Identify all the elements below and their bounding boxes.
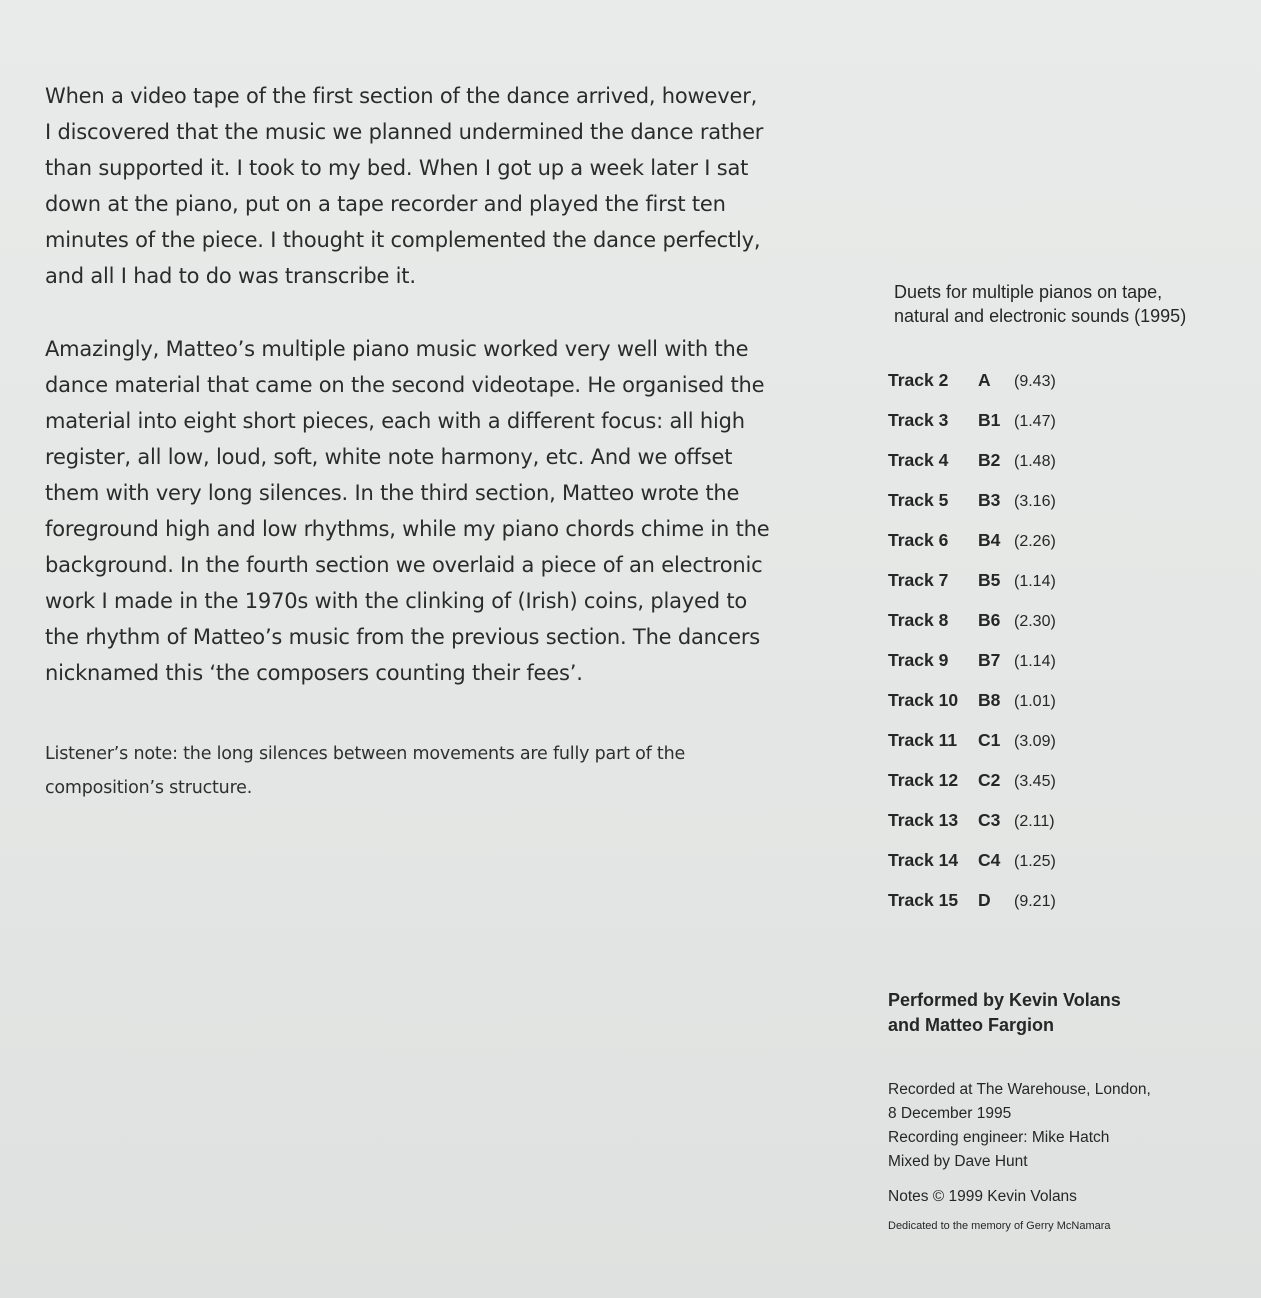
track-row <box>888 810 1248 850</box>
track-code: B5 <box>978 570 1001 590</box>
track-row <box>888 850 1248 890</box>
track-duration: (3.09) <box>1014 733 1056 750</box>
track-number: Track 10 <box>888 690 959 710</box>
paragraph-multiple-piano: Amazingly, Matteo’s multiple piano music worked very well with the dance material that came on the second videotape. He organised the material into eight short pieces, each with a different focus: all high register, all low, loud, soft, white note harmony, etc. And we offset them with very long silences. In the third section, Matteo wrote the foreground high and low rhythms, while my piano chords chime in the background. In the fourth section we overlaid a piece of an electronic work I made in the 1970s with the clinking of (Irish) coins, played to the rhythm of Matteo’s music from the previous section. The dancers nicknamed this ‘the composers counting their fees’. <box>45 337 770 685</box>
track-number: Track 12 <box>888 770 959 790</box>
track-number: Track 6 <box>888 530 949 550</box>
track-duration: (1.14) <box>1014 653 1056 670</box>
track-number: Track 8 <box>888 610 949 630</box>
track-listing-column <box>888 280 1248 1232</box>
recorded-location: Recorded at The Warehouse, London, <box>888 1081 1151 1098</box>
track-number: Track 5 <box>888 490 949 510</box>
listener-note: Listener’s note: the long silences between movements are fully part of the composition’s structure. <box>45 744 686 798</box>
track-code: A <box>978 370 991 390</box>
paragraph-first-video: When a video tape of the first section of the dance arrived, however, I discovered that the music we planned undermined the dance rather than supported it. I took to my bed. When I got up a week later I sat down at the piano, put on a tape recorder and played the first ten minutes of the piece. I thought it complemented the dance perfectly, and all I had to do was transcribe it. <box>45 84 764 288</box>
track-number: Track 2 <box>888 370 949 390</box>
track-code: C1 <box>978 730 1001 750</box>
track-number: Track 14 <box>888 850 959 870</box>
track-list <box>888 370 1248 930</box>
track-duration: (1.25) <box>1014 853 1056 870</box>
track-row <box>888 770 1248 810</box>
track-code: B7 <box>978 650 1001 670</box>
track-number: Track 11 <box>888 730 958 750</box>
track-row <box>888 890 1248 930</box>
track-duration: (2.30) <box>1014 613 1056 630</box>
work-heading: Duets for multiple pianos on tape, natural and electronic sounds (1995) <box>894 282 1187 326</box>
notes-copyright: Notes © 1999 Kevin Volans <box>888 1188 1077 1205</box>
track-row <box>888 370 1248 410</box>
track-number: Track 13 <box>888 810 959 830</box>
track-code: D <box>978 890 991 910</box>
track-duration: (9.21) <box>1014 893 1056 910</box>
dedication: Dedicated to the memory of Gerry McNamara <box>888 1220 1111 1232</box>
track-duration: (2.26) <box>1014 533 1056 550</box>
track-number: Track 7 <box>888 570 949 590</box>
track-row <box>888 450 1248 490</box>
track-number: Track 3 <box>888 410 949 430</box>
track-code: B6 <box>978 610 1001 630</box>
track-code: B3 <box>978 490 1001 510</box>
track-row <box>888 610 1248 650</box>
recording-engineer: Recording engineer: Mike Hatch <box>888 1129 1110 1146</box>
liner-notes-text <box>45 78 805 805</box>
track-duration: (9.43) <box>1014 373 1056 390</box>
track-number: Track 15 <box>888 890 959 910</box>
track-row <box>888 410 1248 450</box>
recording-credits <box>888 1078 1248 1174</box>
track-duration: (1.48) <box>1014 453 1056 470</box>
track-code: B2 <box>978 450 1001 470</box>
track-number: Track 9 <box>888 650 949 670</box>
track-number: Track 4 <box>888 450 949 470</box>
track-code: B8 <box>978 690 1001 710</box>
performers-credit: Performed by Kevin Volans and Matteo Fargion <box>888 990 1121 1035</box>
track-row <box>888 650 1248 690</box>
track-duration: (2.11) <box>1014 813 1055 830</box>
recorded-date: 8 December 1995 <box>888 1105 1012 1122</box>
track-code: C4 <box>978 850 1001 870</box>
track-row <box>888 570 1248 610</box>
track-row <box>888 690 1248 730</box>
mixed-by: Mixed by Dave Hunt <box>888 1153 1028 1170</box>
track-row <box>888 490 1248 530</box>
track-duration: (3.16) <box>1014 493 1056 510</box>
track-code: B4 <box>978 530 1001 550</box>
track-duration: (1.14) <box>1014 573 1056 590</box>
track-row <box>888 530 1248 570</box>
track-code: C3 <box>978 810 1001 830</box>
track-code: B1 <box>978 410 1001 430</box>
track-duration: (3.45) <box>1014 773 1056 790</box>
track-duration: (1.01) <box>1014 693 1056 710</box>
track-code: C2 <box>978 770 1001 790</box>
track-duration: (1.47) <box>1014 413 1056 430</box>
track-row <box>888 730 1248 770</box>
